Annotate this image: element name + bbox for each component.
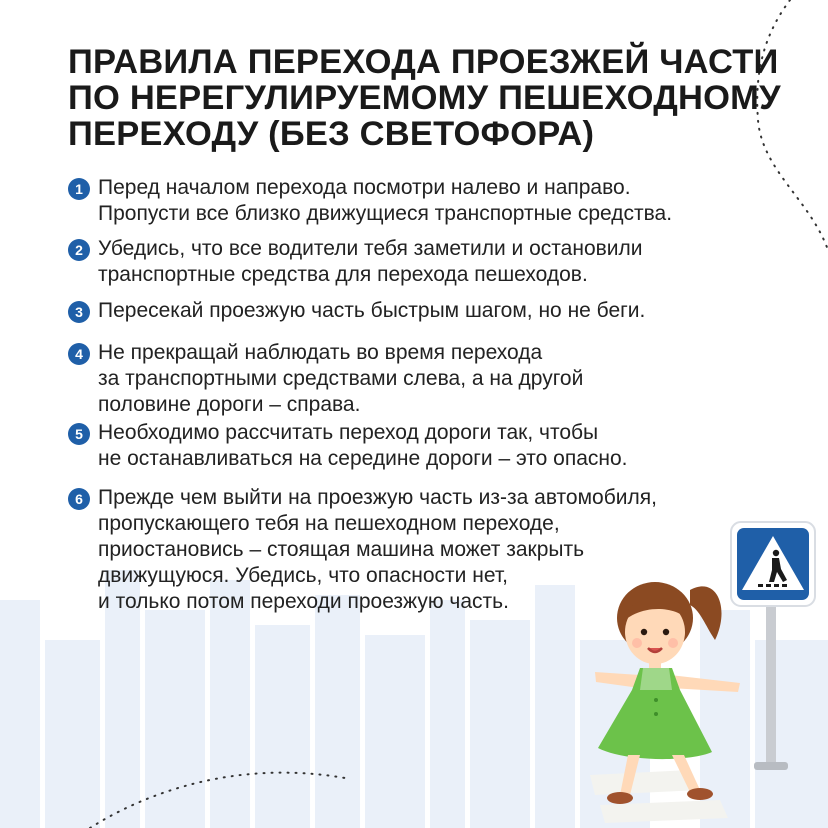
rule-line: половине дороги – справа. — [98, 393, 361, 416]
title-line: ПО НЕРЕГУЛИРУЕМОМУ ПЕШЕХОДНОМУ — [68, 79, 781, 117]
rule-line: Необходимо рассчитать переход дороги так, чтобы — [98, 421, 599, 444]
number-badge: 6 — [68, 488, 90, 510]
rule-line: Не прекращай наблюдать во время перехода — [98, 341, 543, 364]
rule-line: Прежде чем выйти на проезжую часть из-за автомобиля, — [98, 486, 657, 509]
rule-line: Пересекай проезжую часть быстрым шагом, но не беги. — [98, 299, 646, 322]
rule-line: за транспортными средствами слева, а на другой — [98, 367, 584, 390]
number-badge: 5 — [68, 423, 90, 445]
rule-line: не останавливаться на середине дороги – это опасно. — [98, 447, 628, 470]
rule-line: и только потом переходи проезжую часть. — [98, 590, 509, 613]
title-line: ПЕРЕХОДУ (БЕЗ СВЕТОФОРА) — [68, 115, 595, 153]
number-badge: 3 — [68, 301, 90, 323]
rule-line: приостановись – стоящая машина может закрыть — [98, 538, 585, 561]
rule-line: Пропусти все близко движущиеся транспортные средства. — [98, 202, 673, 225]
number-badge: 2 — [68, 239, 90, 261]
number-badge: 4 — [68, 343, 90, 365]
title-line: ПРАВИЛА ПЕРЕХОДА ПРОЕЗЖЕЙ ЧАСТИ — [68, 43, 779, 81]
rule-line: Перед началом перехода посмотри налево и направо. — [98, 176, 631, 199]
rule-line: транспортные средства для перехода пешеходов. — [98, 263, 588, 286]
rule-line: пропускающего тебя на пешеходном переходе, — [98, 512, 560, 535]
rule-line: движущуюся. Убедись, что опасности нет, — [98, 564, 508, 587]
rule-line: Убедись, что все водители тебя заметили и остановили — [98, 237, 643, 260]
number-badge: 1 — [68, 178, 90, 200]
